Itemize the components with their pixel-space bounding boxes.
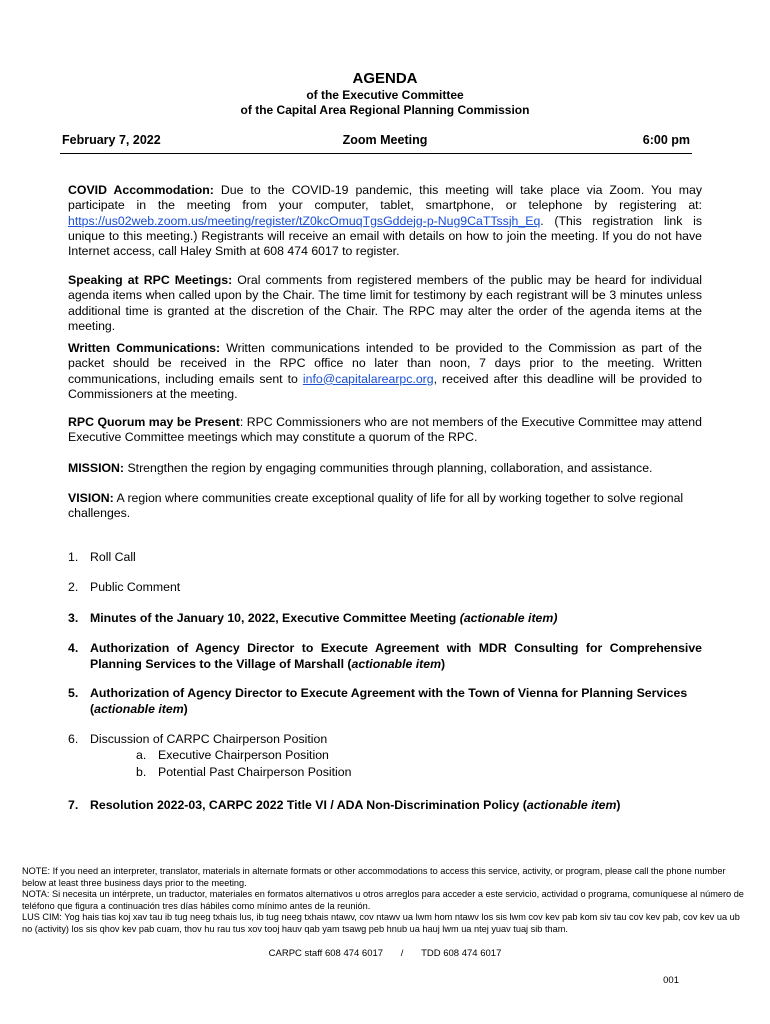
agenda-item-text [90,641,702,672]
accommodation-notice [22,866,750,936]
agenda-item-text [90,686,702,717]
notice-english: NOTE: If you need an interpreter, translator, materials in alternate formats or other accommodations to access this service, activity, or program, please call the phone number below at least three business days prior to the meeting. [22,866,726,888]
subitem-letter: a. [136,748,147,762]
agenda-item-text [90,611,702,627]
covid-text-2: . (This registration link is unique to this meeting.) Registrants will receive an email with details on how to join the meeting. If you do not have Internet access, call Haley Smith at 608 474 6017 to register. [68,213,702,259]
mission-text: Strengthen the region by engaging communities through planning, collaboration, and assistance. [124,461,653,475]
agenda-subtitle-committee: of the Executive Committee [306,88,464,102]
zoom-registration-link[interactable]: https://us02web.zoom.us/meeting/register/tZ0kcOmuqTgsGddejg-p-Nug9CaTTssjh_Eq [68,213,541,228]
agenda-item-number: 1. [68,550,79,564]
agenda-item-text: Discussion of CARPC Chairperson Position [90,732,328,746]
closing-paren: ) [441,656,446,671]
written-text-1: Written communications intended to be provided to the Commission as part of the packet should be received in the RPC office no later than noon, 7 days prior to the meeting. Written communications, including emails sent to [68,341,702,386]
agenda-item-text [90,798,702,814]
tdd-phone: TDD 608 474 6017 [421,948,502,959]
agenda-item-text: Roll Call [90,550,136,564]
quorum-text: : RPC Commissioners who are not members of the Executive Committee may attend Executive Committee meetings which may constitute a quorum of the RPC. [68,415,702,445]
meeting-date: February 7, 2022 [62,133,161,147]
agenda-subtitle-commission: of the Capital Area Regional Planning Commission [240,103,530,117]
notice-hmong: LUS CIM: Yog hais tias koj xav tau ib tug neeg txhais lus, ib tug neeg txhais ntawv, cov ntawv ua lwm hom ntawv los sis lwm cov kev pab kom siv tau cov kev pab, cov kev ua ub no (activity) los sis qhov kev pab cuam, thov hu rau tus xov tooj hauv qab yam tsawg peb hnub ua hauj lwm ua ntej yuav tuaj sib tham. [22,912,740,934]
agenda-subitem-a [136,748,329,764]
agenda-item-number: 7. [68,798,79,812]
actionable-tag: actionable item [351,656,442,671]
agenda-item-number: 4. [68,641,79,655]
meeting-time: 6:00 pm [642,133,690,147]
mission-paragraph [68,461,702,476]
mission-label: MISSION: [68,461,125,475]
quorum-label: RPC Quorum may be Present [68,415,240,429]
quorum-paragraph [68,415,702,446]
subitem-text: Executive Chairperson Position [158,748,329,762]
written-text-2: , received after this deadline will be provided to Commissioners at the meeting. [68,371,702,401]
agenda-item-title: Authorization of Agency Director to Execute Agreement with the Town of Vienna for Planning Services ( [90,686,688,716]
covid-label: COVID Accommodation: [68,183,214,197]
agenda-item-title: Minutes of the January 10, 2022, Executive Committee Meeting [90,611,460,625]
actionable-tag: (actionable item) [459,611,558,625]
contact-footer [0,948,770,959]
written-communications-paragraph [68,341,702,402]
agenda-item-number: 2. [68,580,79,594]
agenda-item-title: Authorization of Agency Director to Execute Agreement with MDR Consulting for Comprehensive Planning Services to the Village of Marshall ( [90,641,702,671]
vision-text: A region where communities create exceptional quality of life for all by working together to solve regional challenges. [68,491,684,521]
agenda-item-title: Resolution 2022-03, CARPC 2022 Title VI / ADA Non-Discrimination Policy ( [90,798,527,812]
notice-spanish: NOTA: Si necesita un intérprete, un traductor, materiales en formatos alternativos u otros arreglos para acceder a este servicio, actividad o programa, comuníquese al número de teléfono que figura a continuación tres días hábiles como mínimo antes de la reunión. [22,889,744,911]
agenda-item-number: 3. [68,611,79,625]
agenda-subitem-b [136,765,351,781]
subitem-text: Potential Past Chairperson Position [158,765,352,779]
meeting-location: Zoom Meeting [342,133,428,147]
actionable-tag: actionable item [94,701,184,716]
written-label: Written Communications: [68,341,221,355]
closing-paren: ) [183,701,188,716]
covid-accommodation-paragraph [68,183,702,259]
subitem-letter: b. [136,765,147,779]
footer-separator: / [400,948,404,959]
vision-label: VISION: [68,491,114,505]
agenda-title: AGENDA [352,70,418,87]
covid-text-1: Due to the COVID-19 pandemic, this meeting will take place via Zoom. You may participate in the meeting from your computer, tablet, smartphone, or telephone by registering at: [68,183,702,213]
speaking-paragraph [68,273,702,334]
vision-paragraph [68,491,702,522]
closing-paren: ) [616,798,621,812]
agenda-item-number: 5. [68,686,79,700]
speaking-label: Speaking at RPC Meetings: [68,273,233,287]
agenda-item-number: 6. [68,732,79,746]
agenda-item-text: Public Comment [90,580,181,594]
staff-phone: CARPC staff 608 474 6017 [268,948,384,959]
header-divider [60,153,692,154]
speaking-text: Oral comments from registered members of the public may be heard for individual agenda items when called upon by the Chair. The time limit for testimony by each registrant will be 3 minutes unless additional time is granted at the discretion of the Chair. The RPC may alter the order of the agenda items at the meeting. [68,273,702,333]
page-number: 001 [663,975,679,986]
actionable-tag: actionable item [526,798,617,812]
rpc-email-link[interactable]: info@capitalarearpc.org [302,371,434,386]
